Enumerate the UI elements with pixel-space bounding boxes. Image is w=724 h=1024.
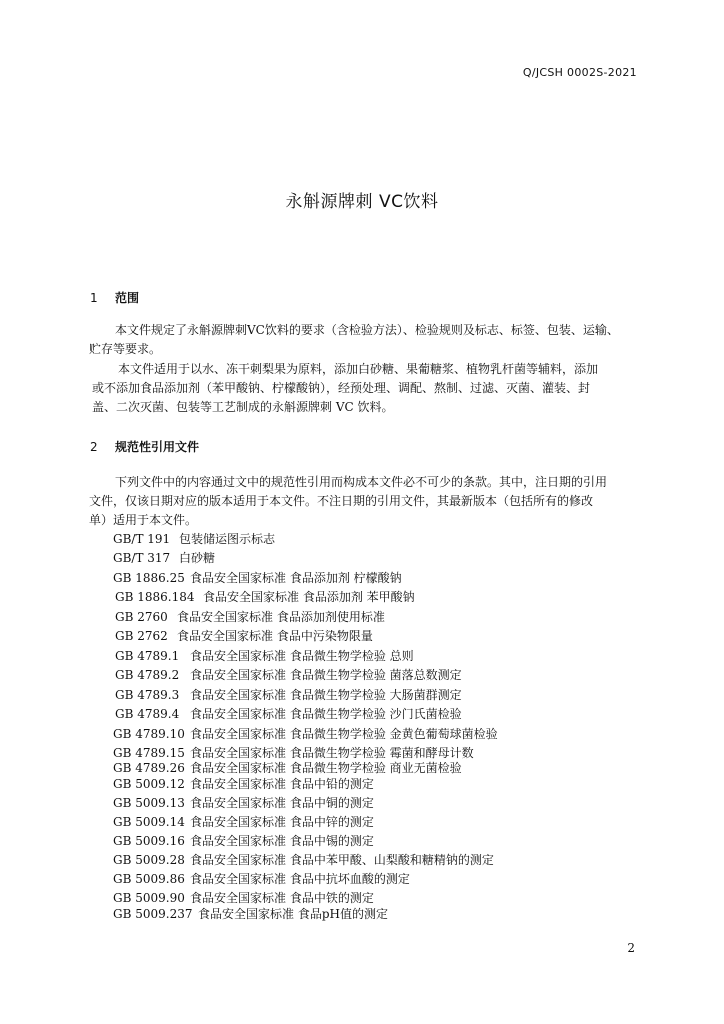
reference-item <box>113 725 498 742</box>
reference-item <box>113 870 410 887</box>
reference-title: 食品安全国家标准 食品微生物学检验 霉菌和酵母计数 <box>190 746 474 760</box>
reference-item <box>113 813 374 830</box>
reference-title: 食品安全国家标准 食品添加剂 苯甲酸钠 <box>203 590 415 604</box>
reference-item <box>115 686 462 703</box>
reference-title: 食品安全国家标准 食品中铁的测定 <box>190 891 374 905</box>
reference-code: GB 4789.15 <box>113 746 185 760</box>
reference-item <box>115 588 415 605</box>
reference-code: GB/T 317 <box>113 551 171 565</box>
reference-title: 食品安全国家标准 食品微生物学检验 大肠菌群测定 <box>190 688 462 702</box>
reference-title: 食品安全国家标准 食品中锌的测定 <box>190 815 374 829</box>
section-1-heading <box>90 289 139 306</box>
references-intro-line-1: 下列文件中的内容通过文中的规范性引用而构成本文件必不可少的条款。其中，注日期的引用 <box>115 475 608 489</box>
references-intro-line-2: 文件，仅该日期对应的版本适用于本文件。不注日期的引用文件，其最新版本（包括所有的修改 <box>89 494 594 508</box>
reference-item <box>113 832 374 849</box>
reference-code: GB 1886.25 <box>113 571 185 585</box>
reference-code: GB/T 191 <box>113 532 171 546</box>
reference-code: GB 1886.184 <box>115 590 195 604</box>
reference-title: 食品安全国家标准 食品中铅的测定 <box>190 777 374 791</box>
reference-code: GB 5009.13 <box>113 796 185 810</box>
reference-title: 包装储运图示标志 <box>179 532 276 546</box>
reference-item <box>113 569 402 586</box>
reference-code: GB 5009.90 <box>113 891 185 905</box>
reference-code: GB 4789.1 <box>115 649 180 663</box>
reference-code: GB 5009.12 <box>113 777 185 791</box>
reference-code: GB 5009.86 <box>113 872 185 886</box>
section-2-title: 规范性引用文件 <box>115 440 200 454</box>
section-2-heading <box>90 438 199 455</box>
reference-title: 食品安全国家标准 食品添加剂 柠檬酸钠 <box>190 571 402 585</box>
reference-code: GB 4789.26 <box>113 761 185 775</box>
scope-para-2-line-1: 本文件适用于以水、冻干刺梨果为原料，添加白砂糖、果葡糖浆、植物乳杆菌等辅料，添加 <box>118 362 599 376</box>
reference-title: 食品安全国家标准 食品中苯甲酸、山梨酸和糖精钠的测定 <box>190 853 494 867</box>
reference-title: 食品安全国家标准 食品中抗坏血酸的测定 <box>190 872 410 886</box>
reference-code: GB 4789.2 <box>115 668 180 682</box>
reference-code: GB 4789.4 <box>115 707 180 721</box>
reference-title: 白砂糖 <box>179 551 216 565</box>
reference-item <box>113 889 374 906</box>
reference-code: GB 5009.16 <box>113 834 185 848</box>
reference-title: 食品安全国家标准 食品中铜的测定 <box>190 796 374 810</box>
reference-item <box>113 905 388 922</box>
reference-code: GB 5009.237 <box>113 907 193 921</box>
document-code: Q/JCSH 0002S-2021 <box>522 66 637 79</box>
reference-title: 食品安全国家标准 食品pH值的测定 <box>198 907 388 921</box>
reference-item <box>115 647 414 664</box>
reference-code: GB 5009.14 <box>113 815 185 829</box>
reference-item <box>115 666 462 683</box>
reference-title: 食品安全国家标准 食品微生物学检验 金黄色葡萄球菌检验 <box>190 727 498 741</box>
section-2-number: 2 <box>90 440 98 454</box>
reference-title: 食品安全国家标准 食品中污染物限量 <box>177 629 373 643</box>
reference-item <box>113 794 374 811</box>
reference-item <box>113 851 494 868</box>
reference-code: GB 4789.10 <box>113 727 185 741</box>
scope-para-2-line-3: 盖、二次灭菌、包装等工艺制成的永斛源牌刺 VC 饮料。 <box>92 400 394 414</box>
scope-para-1-line-2: 贮存等要求。 <box>89 342 162 356</box>
section-1-title: 范围 <box>115 291 140 305</box>
reference-item <box>113 549 215 566</box>
references-intro-line-3: 单）适用于本文件。 <box>89 513 198 527</box>
reference-item <box>115 705 462 722</box>
reference-item <box>115 627 373 644</box>
reference-title: 食品安全国家标准 食品微生物学检验 商业无菌检验 <box>190 761 462 775</box>
reference-code: GB 2762 <box>115 629 168 643</box>
reference-item <box>113 775 374 792</box>
page-number: 2 <box>627 941 635 955</box>
reference-item <box>113 759 462 776</box>
reference-item <box>115 608 385 625</box>
scope-para-2-line-2: 或不添加食品添加剂（苯甲酸钠、柠檬酸钠），经预处理、调配、熬制、过滤、灭菌、灌装、封 <box>92 381 591 395</box>
reference-code: GB 5009.28 <box>113 853 185 867</box>
reference-code: GB 2760 <box>115 610 168 624</box>
reference-title: 食品安全国家标准 食品添加剂使用标准 <box>177 610 385 624</box>
reference-title: 食品安全国家标准 食品中锡的测定 <box>190 834 374 848</box>
reference-code: GB 4789.3 <box>115 688 180 702</box>
reference-title: 食品安全国家标准 食品微生物学检验 总则 <box>190 649 414 663</box>
reference-title: 食品安全国家标准 食品微生物学检验 沙门氏菌检验 <box>190 707 462 721</box>
reference-title: 食品安全国家标准 食品微生物学检验 菌落总数测定 <box>190 668 462 682</box>
reference-item <box>113 530 275 547</box>
document-title: 永斛源牌刺 VC饮料 <box>285 192 439 212</box>
scope-para-1-line-1: 本文件规定了永斛源牌刺VC饮料的要求（含检验方法）、检验规则及标志、标签、包装、运输、 <box>115 323 619 337</box>
section-1-number: 1 <box>90 291 98 305</box>
